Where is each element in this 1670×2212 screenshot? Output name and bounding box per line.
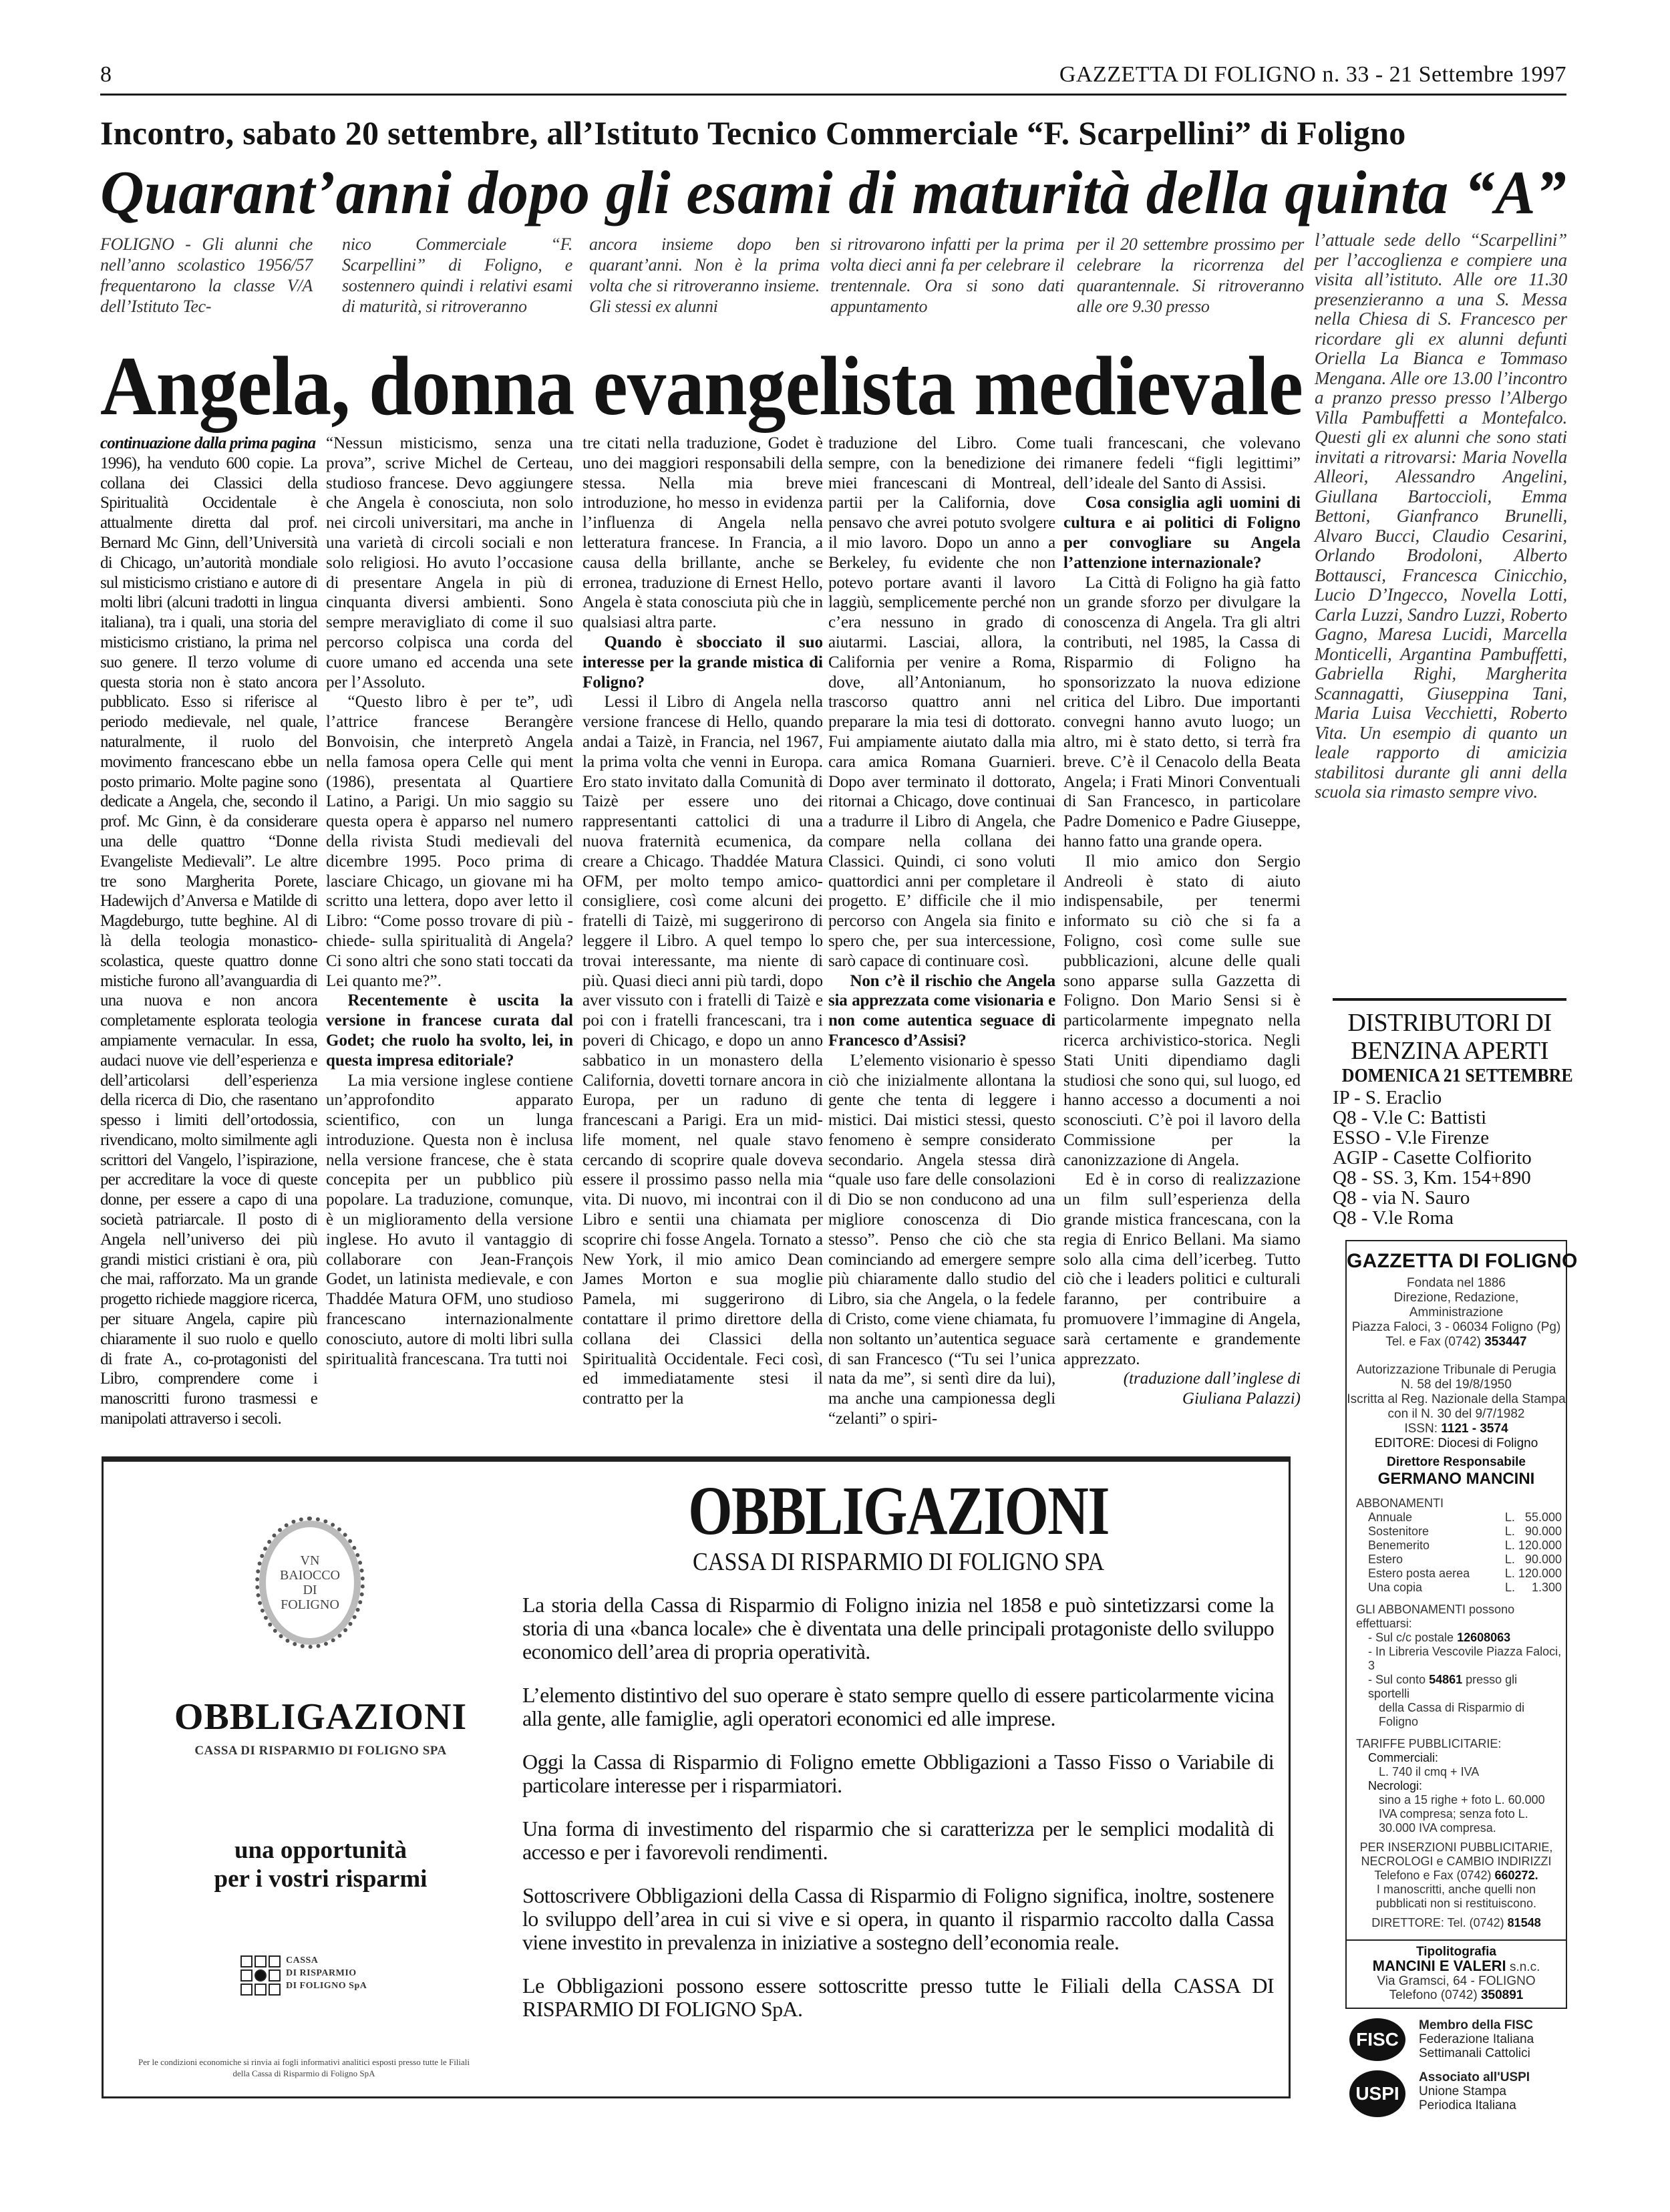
uspi-membership bbox=[1349, 2070, 1566, 2117]
reunion-column: si ritrovarono infatti per la prima volta dieci anni fa per celebrare il trentennale. Ora si sono dati appuntamento bbox=[830, 234, 1064, 316]
interview-question: Cosa consiglia agli uomini di cultura e ai politici di Foligno per convogliare su Angela l’attenzione internazionale? bbox=[1063, 494, 1301, 572]
article-column bbox=[100, 434, 317, 1429]
publisher: EDITORE: Diocesi di Foligno bbox=[1374, 1436, 1538, 1450]
article-paragraph: La mia versione inglese contiene un’approfondito apparato scientifico, con un lunga introduzione. Questa non è inclusa nella versione francese, che è stata concepita per un pubblico più popolare. La traduzione, comunque, è un miglioramento della versione inglese. Ho avuto il vantaggio di collaborare con Jean-François Godet, un latinista medievale, e con Thaddée Matura OFM, uno studioso francescano internazionalmente conosciuto, autore di molti libri sulla spiritualità francescana. Tra tutti noi bbox=[326, 1071, 573, 1368]
ad-subtitle: CASSA DI RISPARMIO DI FOLIGNO SPA bbox=[692, 1548, 1105, 1576]
subscription-price: L. 90.000 bbox=[1504, 1525, 1562, 1538]
offices: Direzione, Redazione, Amministrazione bbox=[1393, 1291, 1519, 1319]
obituary-rate: sino a 15 righe + foto L. 60.000 IVA compresa; senza foto L. 30.000 IVA compresa. bbox=[1379, 1793, 1545, 1835]
payment-bank-label: - Sul conto bbox=[1368, 1673, 1426, 1686]
reunion-title: Quarant’anni dopo gli esami di maturità della quinta “A” bbox=[100, 158, 1567, 226]
subscription-row bbox=[1347, 1511, 1566, 1525]
article-headline: Angela, donna evangelista medievale bbox=[100, 340, 1303, 433]
subscription-row bbox=[1347, 1567, 1566, 1581]
section-rule bbox=[1333, 998, 1566, 1001]
subscription-price: L. 120.000 bbox=[1504, 1567, 1562, 1580]
printer-label: Tipolitografia bbox=[1416, 1945, 1496, 1959]
membership-title: Associato all'USPI bbox=[1419, 2070, 1530, 2084]
ad-paragraph: Oggi la Cassa di Risparmio di Foligno emette Obbligazioni a Tasso Fisso o Variabile di particolare interesse per i risparmiatori. bbox=[522, 1750, 1274, 1797]
ad-paragraph: Le Obbligazioni possono essere sottoscritte presso tutte le Filiali della CASSA DI RISPARMIO DI FOLIGNO SpA. bbox=[522, 1973, 1274, 2021]
article-paragraph: “Nessun misticismo, senza una prova”, scrive Michel de Certeau, studioso francese. Devo aggiungere che Angela è conosciuta, non solo nei circoli universitari, ma anche in una varietà di circoli sociali e non solo religiosi. Ho avuto l’occasione di presentare Angela in più di cinquanta diversi ambienti. Sono sempre meravigliato di come il suo percorso colpisca una corda del cuore umano ed accenda una sete per l’Assoluto. bbox=[326, 434, 573, 691]
membership-line: Federazione Italiana bbox=[1419, 2032, 1534, 2046]
continuation-note: continuazione dalla prima pagina bbox=[100, 434, 316, 452]
authorization-number: N. 58 del 19/8/1950 bbox=[1401, 1378, 1512, 1392]
insertions-line: PER INSERZIONI PUBBLICITARIE, bbox=[1359, 1841, 1553, 1854]
payment-title: GLI ABBONAMENTI possono effettuarsi: bbox=[1356, 1603, 1515, 1630]
fuel-station: IP - S. Eraclio bbox=[1333, 1087, 1442, 1108]
interview-question: Recentemente è uscita la versione in francese curata dal Godet; che ruolo ha svolto, lei, in questa impresa editoriale? bbox=[326, 991, 573, 1070]
subscription-name: Una copia bbox=[1368, 1581, 1423, 1594]
fuel-date: DOMENICA 21 SETTEMBRE bbox=[1341, 1066, 1573, 1086]
subscription-price: L. 90.000 bbox=[1504, 1553, 1562, 1566]
phone-label: Tel. e Fax (0742) bbox=[1385, 1335, 1481, 1349]
article-paragraph: L’elemento visionario è spesso ciò che inizialmente allontana la gente che tenta di leggere i mistici. Dai mistici stessi, questo fenomeno è sempre considerato secondario. Angela stessa dirà “quale uso fare delle consolazioni di Dio se non conducono ad una migliore conoscenza di Dio stesso”. Penso che ciò che sta cominciando ad emergere sempre più chiaramente dallo studio del Libro, sia che Angela, o la fedele di Cristo, come viene chiamata, fu non soltanto un’autentica seguace di san Francesco (“Tu sei l’unica nata da me”, si sentì dire da lui), ma anche una campionessa degli “zelanti” o spiri- bbox=[828, 1051, 1055, 1428]
commercial-rate: L. 740 il cmq + IVA bbox=[1379, 1765, 1480, 1778]
obituary-label: Necrologi: bbox=[1368, 1779, 1423, 1792]
subscriptions-title: ABBONAMENTI bbox=[1356, 1496, 1444, 1510]
ad-body bbox=[522, 1593, 1274, 2041]
ad-title-block bbox=[521, 1472, 1276, 1577]
reunion-column: l’attuale sede dello “Scarpellini” per l’accoglienza e compiere una visita all’istituto. Alle ore 11.30 presenzieranno a una S. Messa nella Chiesa di S. Francesco per ricordare gli ex alunni defunti Oriella La Bianca e Tommaso Mengana. Alle ore 13.00 l’incontro a pranzo presso presso l’Albergo Villa Pambuffetti a Montefalco. Questi gli ex alunni che sono stati invitati a ritrovarsi: Maria Novella Alleori, Alessandro Angelini, Giullana Bartoccioli, Emma Bettoni, Gianfranco Brunelli, Alvaro Bucci, Claudio Cesarini, Orlando Brodoloni, Alberto Bottausci, Francesca Cinicchio, Lucio D’Ingecco, Novella Lotti, Carla Luzzi, Sandro Luzzi, Roberto Gagno, Maresa Lucidi, Marcella Monticelli, Argantina Pambuffetti, Gabriella Righi, Margherita Scannagatti, Giuseppina Tani, Maria Luisa Vecchietti, Roberto Vita. Un esempio di quanto un leale rapporto di amicizia stabilitosi durante gli anni della scuola sia rimasto sempre vivo. bbox=[1315, 230, 1567, 802]
coin-text: VN bbox=[300, 1553, 320, 1568]
issn-label: ISSN: bbox=[1404, 1422, 1438, 1436]
ad-left-title: OBBLIGAZIONI bbox=[174, 1696, 468, 1738]
subscription-row bbox=[1347, 1553, 1566, 1567]
issn: 1121 - 3574 bbox=[1441, 1422, 1508, 1436]
article-paragraph: La Città di Foligno ha già fatto un grande sforzo per divulgare la conoscenza di Angela. Tra gli altri contributi, nel 1985, la Cassa di Risparmio di Foligno ha sponsorizzato la nuova edizione critica del Libro. Due importanti convegni hanno avuto luogo; un altro, mi è stato detto, si terrà fra breve. C’è il Cenacolo della Beata Angela; i Frati Minori Conventuali di San Francesco, in particolare Padre Domenico e Padre Giuseppe, hanno fatto una grande opera. bbox=[1063, 573, 1301, 850]
address: Piazza Faloci, 3 - 06034 Foligno (Pg) bbox=[1351, 1320, 1561, 1334]
subscription-row bbox=[1347, 1581, 1566, 1595]
reunion-column: ancora insieme dopo ben quarant’anni. Non è la prima volta che si ritroveranno insieme. Gli stessi ex alunni bbox=[589, 234, 820, 316]
coin-text: BAIOCCO bbox=[279, 1568, 340, 1583]
ad-rates-title: TARIFFE PUBBLICITARIE: bbox=[1356, 1737, 1502, 1750]
fuel-station: Q8 - via N. Sauro bbox=[1333, 1187, 1470, 1209]
printer-address: Via Gramsci, 64 - FOLIGNO bbox=[1377, 1974, 1536, 1988]
uspi-logo: USPI bbox=[1349, 2070, 1405, 2117]
subscription-name: Benemerito bbox=[1368, 1539, 1430, 1552]
payment-bank-name: della Cassa di Risparmio di Foligno bbox=[1379, 1701, 1525, 1728]
printer-phone: 350891 bbox=[1480, 1988, 1524, 2002]
payment-postal-label: - Sul c/c postale bbox=[1368, 1631, 1454, 1644]
fuel-station: AGIP - Casette Colfiorito bbox=[1333, 1147, 1532, 1168]
reunion-column: nico Commerciale “F. Scarpellini” di Foligno, e sostennero quindi i relativi esami di maturità, si ritroveranno bbox=[342, 234, 572, 316]
ad-paragraph: L’elemento distintivo del suo operare è stato sempre quello di essere particolarmente vicina alla gente, alle famiglie, agli operatori economici ed alle imprese. bbox=[522, 1683, 1274, 1730]
article-paragraph: tuali francescani, che volevano rimanere fedeli “figli legittimi” dell’ideale del Santo di Assisi. bbox=[1063, 434, 1301, 492]
article-paragraph: 1996), ha venduto 600 copie. La collana dei Classici della Spiritualità Occidentale è attualmente diretta dal prof. Bernard Mc Ginn, dell’Università di Chicago, un’autorità mondiale sul misticismo cristiano e autore di molti libri (alcuni tradotti in lingua italiana), tra i quali, una storia del misticismo cristiano, la prima nel suo genere. Il terzo volume di questa storia non è stato ancora pubblicato. Esso si riferisce al periodo medievale, nel quale, naturalmente, il ruolo del movimento francescano ebbe un posto primario. Molte pagine sono dedicate a Angela, che, secondo il prof. Mc Ginn, è da considerare una delle quattro “Donne Evangeliste Medievali”. Le altre tre sono Margherita Porete, Hadewijch d’Anversa e Matilde di Magdeburgo, tutte beghine. Al di là della teologia monastico-scolastica, queste quattro donne mistiche furono all’avanguardia di una nuova e non ancora completamente esplorata teologia ampiamente vernacular. In essa, audaci nuove vie dell’esperienza e dell’articolarsi dell’esperienza della ricerca di Dio, che rasentano spesso i limiti dell’ortodossia, rivendicano, molto similmente agli scrittori del Vangelo, l’ispirazione, per accreditare la voce di queste donne, per essere a capo di una società patriarcale. Il posto di Angela nell’universo dei più grandi mistici cristiani è ora, più che mai, rafforzato. Ma un grande progetto richiede maggiore ricerca, per situare Angela, capire più chiaramente il suo ruolo e quello di frate A., co-protagonisti del Libro, comprendere come i manoscritti furono trasmessi e manipolati attraverso i secoli. bbox=[100, 454, 317, 1428]
fuel-station: ESSO - V.le Firenze bbox=[1333, 1127, 1490, 1148]
coin-text: FOLIGNO bbox=[281, 1597, 339, 1612]
subscription-row bbox=[1347, 1539, 1566, 1553]
ad-paragraph: La storia della Cassa di Risparmio di Foligno inizia nel 1858 e può sintetizzarsi come la storia di una «banca locale» che è diventata una delle principali protagoniste dello sviluppo economico dell’area di propria operatività. bbox=[522, 1593, 1274, 1664]
translation-credit: (traduzione dall’inglese di Giuliana Palazzi) bbox=[1123, 1370, 1301, 1408]
phone: 353447 bbox=[1484, 1335, 1527, 1349]
fisc-logo: FISC bbox=[1349, 2018, 1405, 2061]
ad-title: OBBLIGAZIONI bbox=[688, 1472, 1109, 1549]
director-name: GERMANO MANCINI bbox=[1377, 1470, 1535, 1488]
article-paragraph: traduzione del Libro. Come sempre, con la benedizione dei miei francescani di Montreal, partii per la California, dove pensavo che avrei potuto svolgere il mio lavoro. Dopo un anno a Berkeley, fu evidente che non potevo portare avanti il lavoro laggiù, semplicemente perché non c’era nessuno in grado di aiutarmi. Lasciai, allora, la California per venire a Roma, dove, all’Antonianum, ho trascorso quattro anni nel preparare la mia tesi di dottorato. Fui ampiamente aiutato dalla mia cara amica Romana Guarnieri. Dopo aver terminato il dottorato, ritornai a Chicago, dove continuai a tradurre il Libro di Angela, che compare nella collana dei Classici. Quindi, ci sono voluti quattordici anni per completare il progetto. E’ difficile che il mio percorso con Angela sia finito e spero che, per sua intercessione, sarò capace di continuare così. bbox=[828, 434, 1055, 970]
right-sidebar bbox=[1333, 998, 1578, 2117]
bank-account: 54861 bbox=[1429, 1673, 1463, 1686]
ad-paragraph: Sottoscrivere Obbligazioni della Cassa di Risparmio di Foligno significa, inoltre, sostenere lo sviluppo dell’area in cui si vive e si opera, in quanto il risparmio raccolto dalla Cassa viene investito in prevalenza in iniziative a sostegno dell’economia reale. bbox=[522, 1883, 1274, 1954]
fuel-station: Q8 - V.le Roma bbox=[1333, 1207, 1454, 1229]
article-headline-wrap bbox=[100, 340, 1303, 433]
bank-logo-icon bbox=[240, 1955, 281, 1996]
reunion-kicker: Incontro, sabato 20 settembre, all’Istituto Tecnico Commerciale “F. Scarpellini” di Foligno bbox=[100, 114, 1406, 152]
coin-text: DI bbox=[303, 1583, 317, 1597]
baiocco-coin-image bbox=[255, 1517, 365, 1649]
printer-box bbox=[1347, 1939, 1566, 2008]
insertions-phone: 660272. bbox=[1494, 1869, 1538, 1882]
article-paragraph: Il mio amico don Sergio Andreoli è stato di aiuto indispensabile, per tenermi informato su ciò che si fa a Foligno, così come sulle sue pubblicazioni, alcune delle quali sono apparse sulla Gazzetta di Foligno. Don Mario Sensi si è particolarmente impegnato nella ricerca archivistico-storica. Negli Stati Uniti dipendiamo dagli studiosi che sono qui, sul luogo, ed hanno accesso a documenti a noi sconosciuti. C’è poi il lavoro della Commissione per la canonizzazione di Angela. bbox=[1063, 852, 1301, 1169]
fuel-station-list bbox=[1333, 1088, 1566, 1228]
subscription-name: Estero bbox=[1368, 1553, 1403, 1566]
authorization: Autorizzazione Tribunale di Perugia bbox=[1356, 1363, 1556, 1377]
reunion-column: FOLIGNO - Gli alunni che nell’anno scolastico 1956/57 frequentarono la classe V/A dell’Istituto Tec- bbox=[100, 234, 313, 316]
logo-line: CASSA bbox=[286, 1955, 319, 1965]
subscription-name: Annuale bbox=[1368, 1511, 1413, 1524]
printer-suffix: s.n.c. bbox=[1509, 1960, 1540, 1974]
printer-name: MANCINI E VALERI bbox=[1372, 1957, 1506, 1974]
director-phone-label: DIRETTORE: Tel. (0742) bbox=[1371, 1916, 1504, 1929]
article-paragraph: Ed è in corso di realizzazione un film sull’esperienza della grande mistica francescana, con la regia di Enrico Bellani. Ma siamo solo alla cima dell’icerbeg. Tutto ciò che i leaders politici e culturali faranno, per contribuire a promuovere l’immagine di Angela, sarà certamente e grandemente apprezzato. bbox=[1063, 1170, 1301, 1368]
colophon-title: GAZZETTA DI FOLIGNO bbox=[1347, 1250, 1578, 1272]
masthead: GAZZETTA DI FOLIGNO n. 33 - 21 Settembre 1997 bbox=[1059, 62, 1566, 87]
membership-line: Periodica Italiana bbox=[1419, 2098, 1516, 2112]
membership-line: Unione Stampa bbox=[1419, 2084, 1506, 2098]
reunion-kicker-wrap bbox=[100, 114, 1566, 152]
article-paragraph: “Questo libro è per te”, udì l’attrice francese Berangère Bonvoisin, che interpretò Angela nella famosa opera Celle qui ment (1986), presentata al Quartiere Latino, a Parigi. Un mio saggio su questa opera è apparso nel numero della rivista Studi medievali del dicembre 1995. Poco prima di lasciare Chicago, un giovane mi ha scritto una lettera, dopo aver letto il Libro: “Come posso trovare di più -chiede- sulla spiritualità di Angela? Ci sono altri che sono stati toccati da Lei quanto me?”. bbox=[326, 693, 573, 990]
fuel-station: Q8 - V.le C: Battisti bbox=[1333, 1107, 1487, 1128]
article-column bbox=[582, 434, 823, 1409]
postal-account: 12608063 bbox=[1457, 1631, 1511, 1644]
fuel-station: Q8 - SS. 3, Km. 154+890 bbox=[1333, 1167, 1531, 1189]
payment-bookshop: - In Libreria Vescovile Piazza Faloci, 3 bbox=[1368, 1645, 1562, 1672]
registration-number: con il N. 30 del 9/7/1982 bbox=[1387, 1407, 1525, 1421]
subscription-name: Estero posta aerea bbox=[1368, 1567, 1470, 1580]
fuel-stations-box bbox=[1333, 1009, 1573, 1229]
bank-logo-text bbox=[286, 1954, 367, 1992]
colophon-box bbox=[1345, 1240, 1578, 2009]
interview-question: Quando è sbocciato il suo interesse per la grande mistica di Foligno? bbox=[582, 633, 823, 691]
reunion-column: per il 20 settembre prossimo per celebrare la ricorrenza del quarantennale. Si ritroveranno alle ore 9.30 presso bbox=[1077, 234, 1304, 316]
insertions-phone-label: Telefono e Fax (0742) bbox=[1374, 1869, 1492, 1882]
article-column bbox=[326, 434, 573, 1369]
header-rule bbox=[100, 94, 1566, 96]
director-label: Direttore Responsabile bbox=[1387, 1455, 1526, 1469]
insertions-line: NECROLOGI e CAMBIO INDIRIZZI bbox=[1361, 1855, 1552, 1868]
founded: Fondata nel 1886 bbox=[1407, 1276, 1506, 1290]
interview-question: Non c’è il rischio che Angela sia apprezzata come visionaria e non come autentica seguace di Francesco d’Assisi? bbox=[828, 971, 1055, 1050]
article-column bbox=[828, 434, 1055, 1429]
director-phone: 81548 bbox=[1507, 1916, 1541, 1929]
reunion-title-wrap bbox=[100, 158, 1566, 227]
membership-title: Membro della FISC bbox=[1419, 2018, 1534, 2032]
manuscripts-notice: I manoscritti, anche quelli non pubblicati non si restituiscono. bbox=[1375, 1883, 1537, 1910]
commercial-label: Commerciali: bbox=[1368, 1751, 1439, 1764]
registration: Iscritta al Reg. Nazionale della Stampa bbox=[1347, 1392, 1566, 1406]
article-paragraph: Lessi il Libro di Angela nella versione francese di Hello, quando andai a Taizè, in Francia, nel 1967, la prima volta che venni in Europa. Ero stato invitato dalla Comunità di Taizè per essere uno dei rappresentanti cattolici di una nuova fraternità ecumenica, da creare a Chicago. Thaddée Matura OFM, per molto tempo amico-consigliere, così come alcuni dei fratelli di Taizè, mi suggerirono di leggere il Libro. A quel tempo lo trovai interessante, ma niente di più. Quasi dieci anni più tardi, dopo aver vissuto con i fratelli di Taizè e poi con i fratelli francescani, tra i poveri di Chicago, e dopo un anno sabbatico in un monastero della California, dovetti tornare ancora in Europa, per un raduno di francescani a Parigi. Era un mid-life moment, nel quale stavo cercando di scoprire quale doveva essere il prossimo passo nella mia vita. Di nuovo, mi incontrai con il Libro e sentii una chiamata per scoprire chi fosse Angela. Tornato a New York, il mio amico Dean James Morton e sua moglie Pamela, mi suggerirono di contattare il primo direttore della collana dei Classici della Spiritualità Occidentale. Feci così, ed immediatamente stesi il contratto per la bbox=[582, 693, 823, 1408]
fisc-membership bbox=[1349, 2018, 1566, 2061]
page-number: 8 bbox=[100, 62, 112, 87]
logo-line: DI RISPARMIO bbox=[286, 1968, 357, 1978]
ad-tagline bbox=[154, 1836, 488, 1893]
article-paragraph: tre citati nella traduzione, Godet è uno dei maggiori responsabili della stessa. Nella mia breve introduzione, ho messo in evidenza l’influenza di Angela nella letteratura francese. In Francia, a causa della brillante, anche se erronea, traduzione di Ernest Hello, Angela è stata conosciuta più che in qualsiasi altra parte. bbox=[582, 434, 823, 632]
subscription-name: Sostenitore bbox=[1368, 1525, 1430, 1538]
ad-footnote: Per le condizioni economiche si rinvia ai fogli informativi analitici esposti presso tutte le Filiali della Cassa di Risparmio di Foligno SpA bbox=[138, 2057, 470, 2078]
printer-phone-label: Telefono (0742) bbox=[1389, 1988, 1478, 2002]
ad-paragraph: Una forma di investimento del risparmio che si caratterizza per le semplici modalità di accesso e per i favorevoli rendimenti. bbox=[522, 1816, 1274, 1864]
membership-line: Settimanali Cattolici bbox=[1419, 2046, 1530, 2060]
subscriptions-table bbox=[1347, 1511, 1566, 1595]
subscription-price: L. 55.000 bbox=[1504, 1511, 1562, 1524]
payment-bank-text: presso gli sportelli bbox=[1368, 1673, 1518, 1700]
tagline-line: per i vostri risparmi bbox=[214, 1865, 428, 1893]
subscription-price: L. 120.000 bbox=[1504, 1539, 1562, 1552]
subscription-price: L. 1.300 bbox=[1504, 1581, 1562, 1594]
logo-line: DI FOLIGNO SpA bbox=[286, 1981, 367, 1991]
ad-left-subtitle: CASSA DI RISPARMIO DI FOLIGNO SPA bbox=[194, 1744, 447, 1758]
subscription-row bbox=[1347, 1525, 1566, 1539]
fuel-title: DISTRIBUTORI DI BENZINA APERTI bbox=[1347, 1009, 1552, 1065]
article-column bbox=[1063, 434, 1301, 1409]
tagline-line: una opportunità bbox=[234, 1837, 407, 1864]
